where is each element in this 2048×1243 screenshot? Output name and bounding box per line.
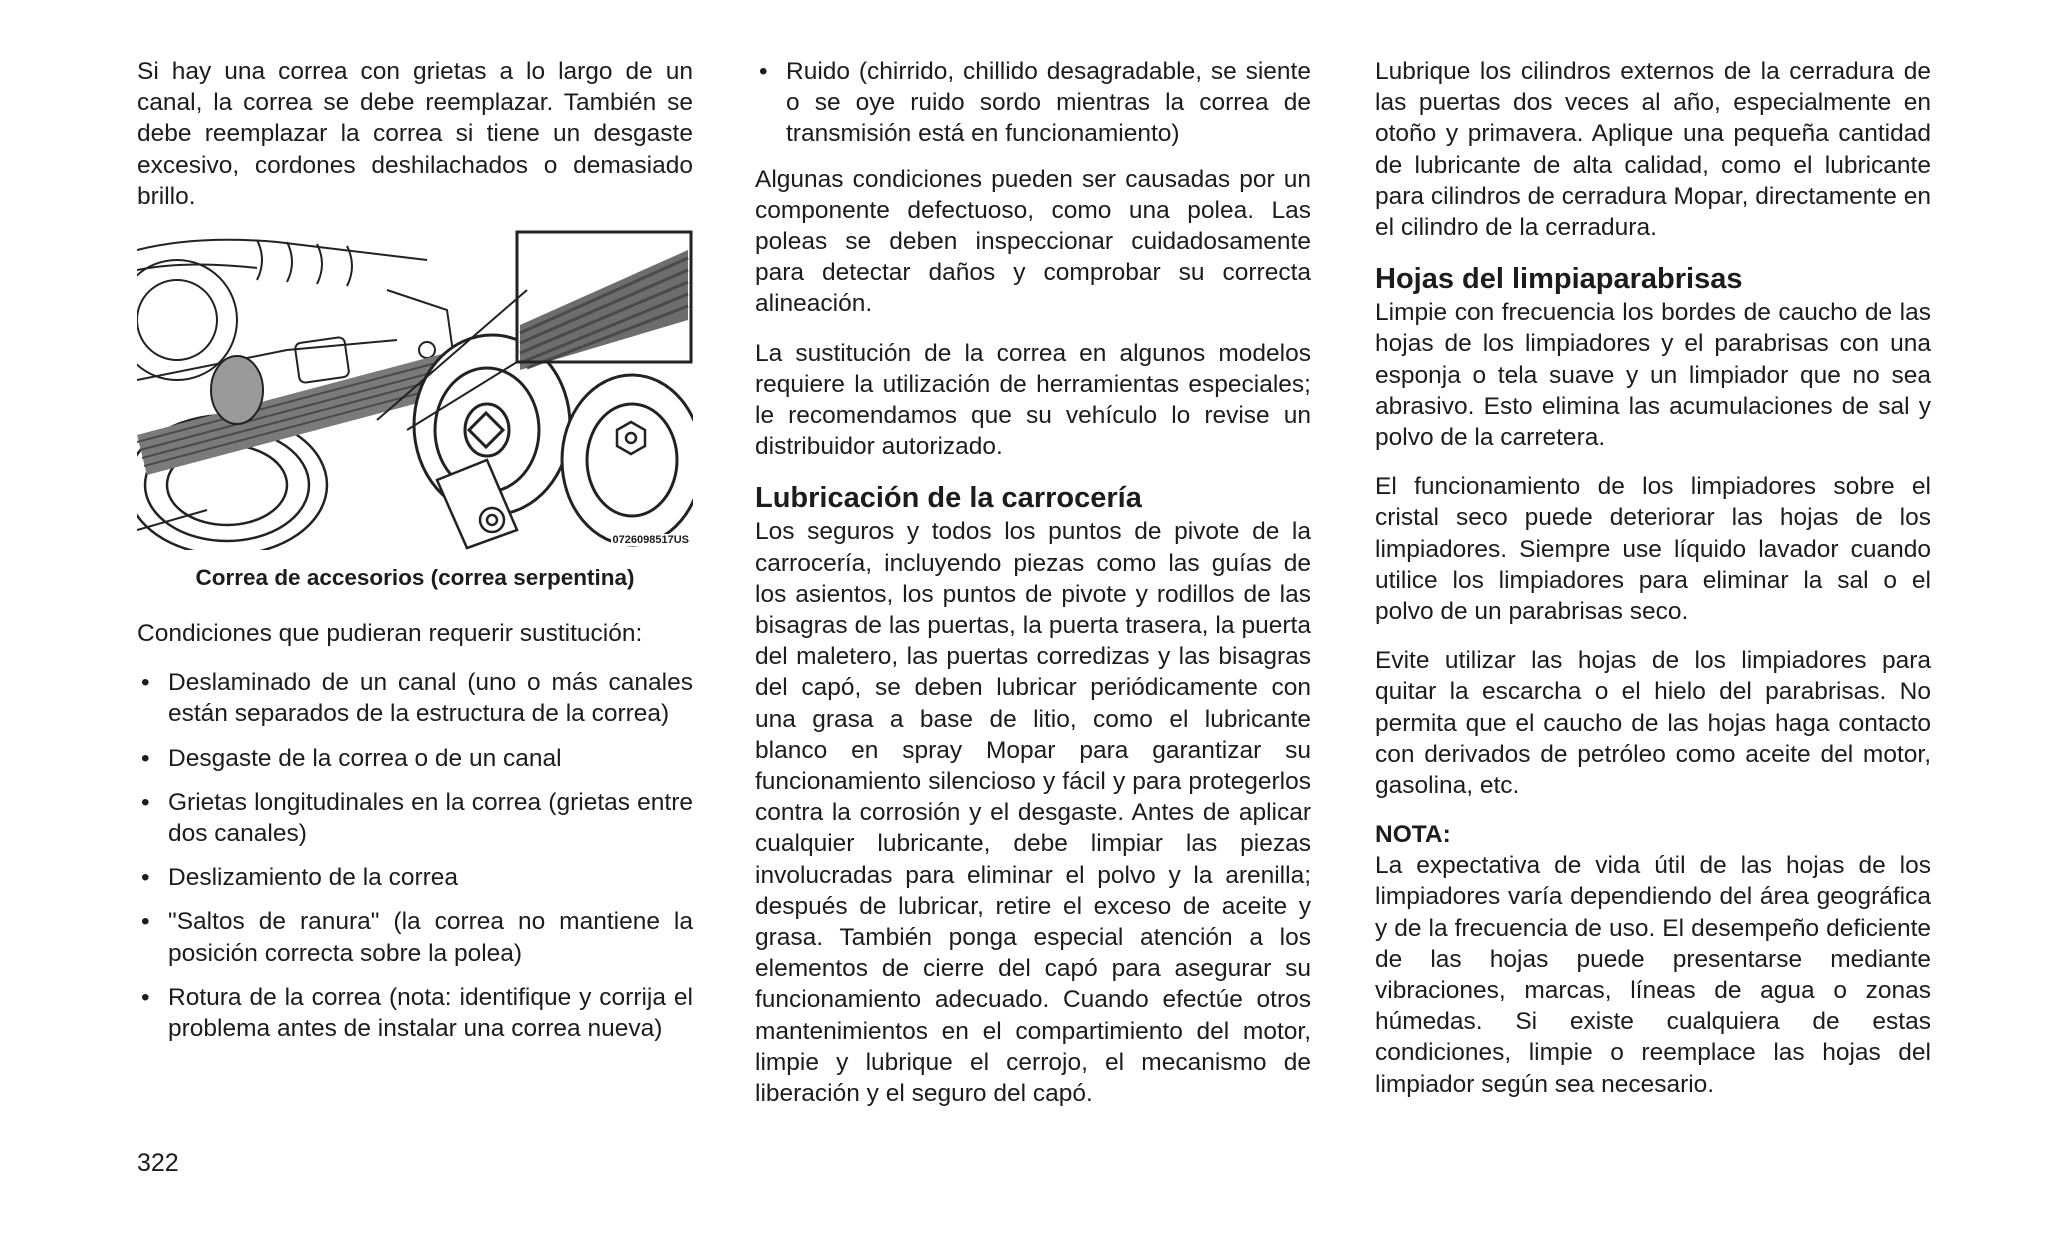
wiper-frost-paragraph: Evite utilizar las hojas de los limpiadores para quitar la escarcha o el hielo del parabrisas. No permita que el caucho de las hojas haga contacto con derivados de petróleo como aceite del motor, gasolina, etc. xyxy=(1375,647,1931,800)
body-lubrication-paragraph: Los seguros y todos los puntos de pivote de la carrocería, incluyendo piezas como las guías de los asientos, los puntos de pivote y rodillos de las bisagras de las puertas, la puerta trasera, la puerta del maletero, las puertas corredizas y las bisagras del capó, se deben lubricar periódicamente con una grasa a base de litio, como el lubricante blanco en spray Mopar para garantizar su funcionamiento silencioso y fácil y para protegerlos contra la corrosión y el desgaste. Antes de aplicar cualquier lubricante, debe limpiar las piezas involucradas para eliminar el polvo y la arenilla; después de lubricar, retire el exceso de aceite y grasa. También ponga especial atención a los elementos de cierre del capó para asegurar su funcionamiento adecuado. Cuando efectúe otros mantenimientos en el compartimiento del motor, limpie y lubrique el cerrojo, el mecanismo de liberación y el seguro del capó. xyxy=(755,518,1311,1108)
column-middle xyxy=(755,56,1311,1127)
figure-code: 0726098517US xyxy=(612,534,689,547)
serpentine-belt-figure xyxy=(137,230,693,550)
pulley-paragraph: Algunas condiciones pueden ser causadas por un componente defectuoso, como una polea. Las poleas se deben inspeccionar cuidadosamente para detectar daños y comprobar su correcta alineación. xyxy=(755,165,1311,318)
column-right xyxy=(1375,56,1931,1118)
page-number: 322 xyxy=(137,1149,179,1177)
belt-crack-paragraph: Si hay una correa con grietas a lo largo de un canal, la correa se debe reemplazar. También se debe reemplazar la correa si tiene un desgaste excesivo, cordones deshilachados o demasiado brillo. xyxy=(137,58,693,210)
list-item: • Deslizamiento de la correa xyxy=(137,862,693,893)
serpentine-belt-illustration xyxy=(137,230,693,550)
section-heading-wiper-blades: Hojas del limpiaparabrisas xyxy=(1375,263,1743,296)
list-item: • Grietas longitudinales en la correa (grietas entre dos canales) xyxy=(137,787,693,849)
note-paragraph: La expectativa de vida útil de las hojas de los limpiadores varía dependiendo del área geográfica y de la frecuencia de uso. El desempeño deficiente de las hojas puede presentarse mediante vibraciones, marcas, líneas de agua o zonas húmedas. Si existe cualquiera de estas condiciones, limpie o reemplace las hojas del limpiador según sea necesario. xyxy=(1375,852,1931,1098)
conditions-list xyxy=(137,667,693,1044)
lock-cylinder-paragraph: Lubrique los cilindros externos de la cerradura de las puertas dos veces al año, especialmente en otoño y primavera. Aplique una pequeña cantidad de lubricante de alta calidad, como el lubricante para cilindros de cerradura Mopar, directamente en el cilindro de la cerradura. xyxy=(1375,58,1931,242)
section-heading-body-lubrication: Lubricación de la carrocería xyxy=(755,482,1142,515)
conditions-intro: Condiciones que pudieran requerir sustitución: xyxy=(137,620,643,648)
figure-caption: Correa de accesorios (correa serpentina) xyxy=(195,565,635,591)
wiper-dry-glass-paragraph: El funcionamiento de los limpiadores sobre el cristal seco puede deteriorar las hojas de los limpiadores. Siempre use líquido lavador cuando utilice los limpiadores para eliminar la sal o el polvo de un parabrisas seco. xyxy=(1375,473,1931,626)
note-label: NOTA: xyxy=(1375,821,1451,849)
list-item: • Desgaste de la correa o de un canal xyxy=(137,743,693,774)
list-item: • Deslaminado de un canal (uno o más canales están separados de la estructura de la correa) xyxy=(137,667,693,729)
special-tools-paragraph: La sustitución de la correa en algunos modelos requiere la utilización de herramientas especiales; le recomendamos que su vehículo lo revise un distribuidor autorizado. xyxy=(755,339,1311,461)
conditions-list-continued xyxy=(755,56,1311,150)
column-left xyxy=(137,56,693,1057)
list-item: • Ruido (chirrido, chillido desagradable, se siente o se oye ruido sordo mientras la correa de transmisión está en funcionamiento) xyxy=(755,56,1311,150)
wiper-clean-paragraph: Limpie con frecuencia los bordes de caucho de las hojas de los limpiadores y el parabrisas con una esponja o tela suave y un limpiador que no sea abrasivo. Esto elimina las acumulaciones de sal y polvo de la carretera. xyxy=(1375,299,1931,452)
list-item: • Rotura de la correa (nota: identifique y corrija el problema antes de instalar una correa nueva) xyxy=(137,982,693,1044)
list-item: • "Saltos de ranura" (la correa no mantiene la posición correcta sobre la polea) xyxy=(137,906,693,968)
